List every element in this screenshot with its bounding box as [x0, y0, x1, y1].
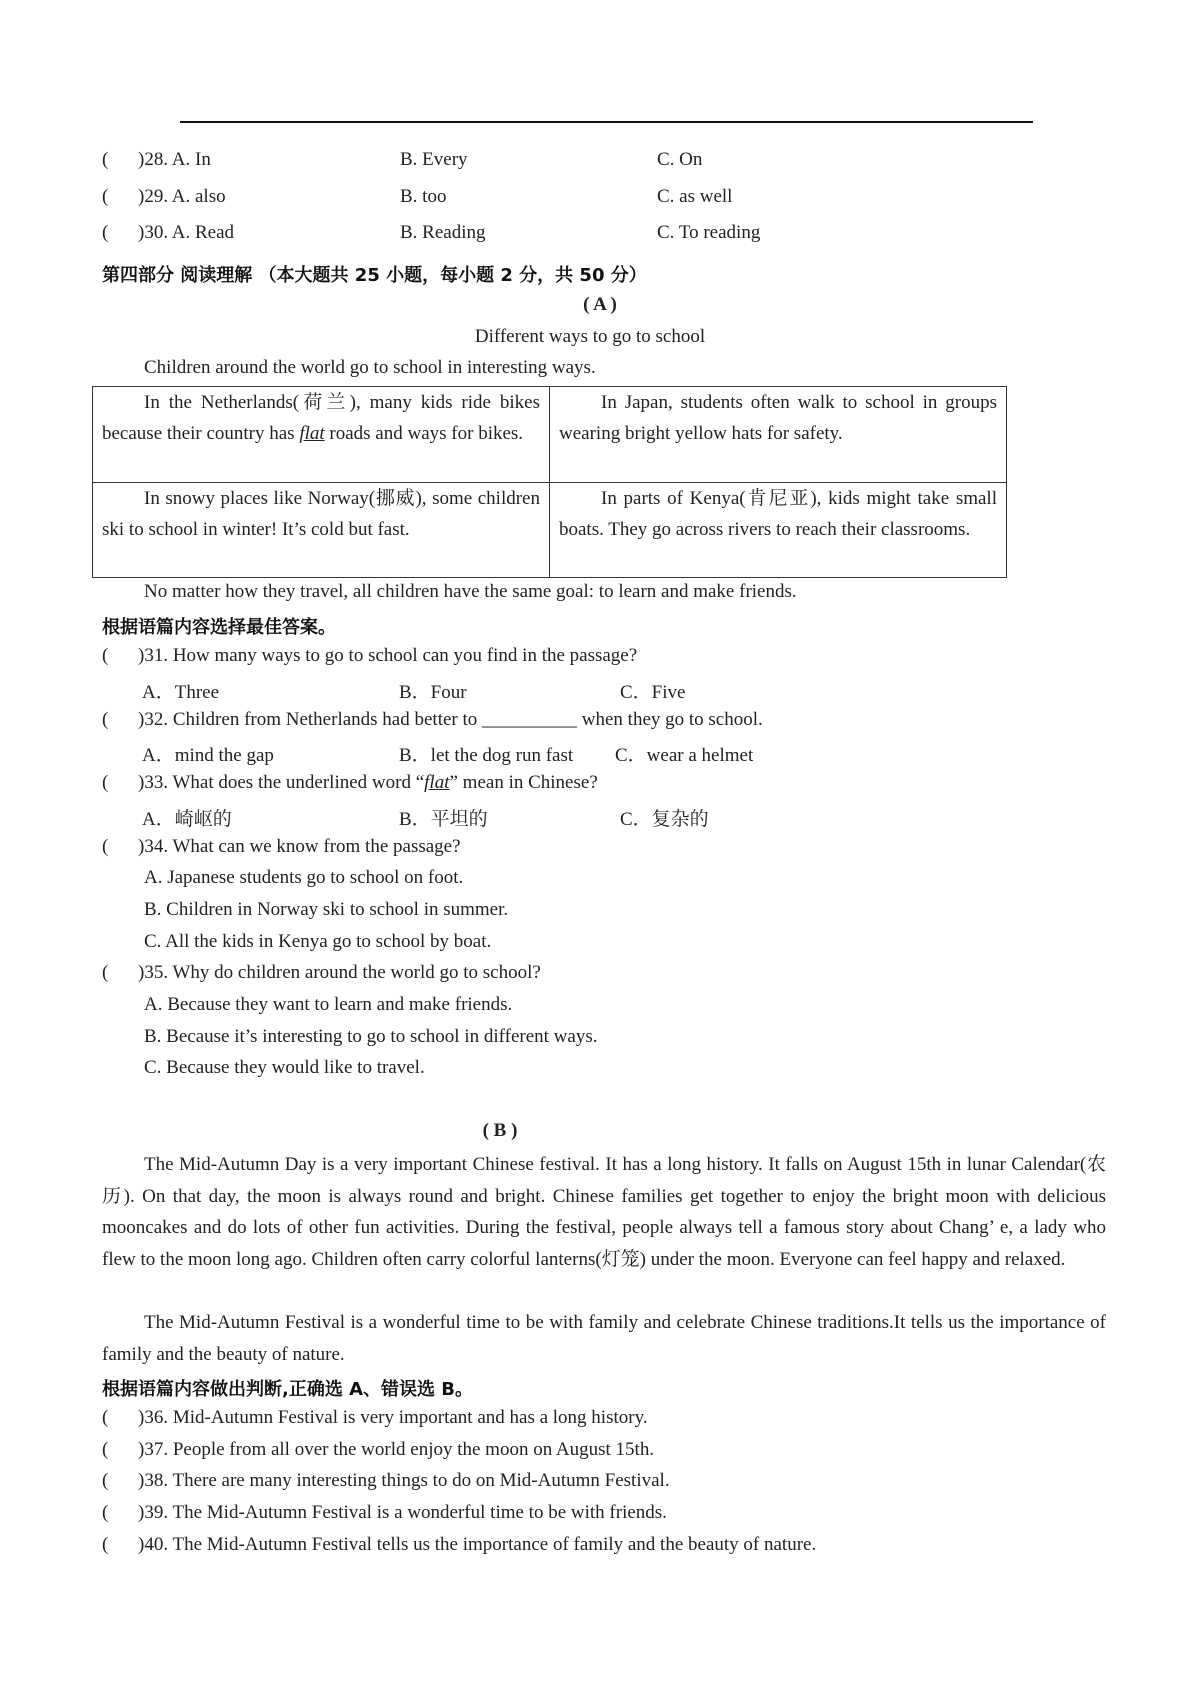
passage-b-instruction: 根据语篇内容做出判断,正确选 A、错误选 B。 [102, 1379, 474, 1400]
option-c: C. as well [657, 186, 733, 207]
underlined-word-flat: flat [424, 772, 450, 793]
answer-paren: ( [102, 222, 109, 243]
option-c: C. On [657, 149, 703, 170]
passage-b-label: ( B ) [482, 1120, 518, 1141]
passage-b-paragraph-2: The Mid-Autumn Festival is a wonderful time to be with family and celebrate Chinese traditions.It tells us the importance of family and the beauty of nature. [102, 1312, 1106, 1365]
question-34-choice-b: B. Children in Norway ski to school in summer. [144, 899, 509, 920]
passage-a-label: ( A ) [583, 294, 617, 315]
option-b: B. Every [400, 149, 468, 170]
header-rule [180, 121, 1033, 123]
table-cell-norway: In snowy places like Norway(挪威), some children ski to school in winter! It’s cold but fast. [102, 488, 540, 540]
options-row-30 [102, 222, 1102, 250]
question-34-choice-c: C. All the kids in Kenya go to school by boat. [144, 931, 492, 952]
passage-a-intro: Children around the world go to school in interesting ways. [144, 357, 596, 378]
passage-b-paragraph-1: The Mid-Autumn Day is a very important Chinese festival. It has a long history. It falls on August 15th in lunar Calendar(农历). On that day, the moon is always round and bright. Chinese families get together to enjoy the bright moon with delicious mooncakes and do lots of other fun activities. During the festival, people always tell a famous story about Chang’ e, a lady who flew to the moon long ago. Children often carry colorful lanterns(灯笼) under the moon. Everyone can feel happy and relaxed. [102, 1154, 1106, 1270]
options-row-29 [102, 186, 1102, 214]
passage-a-table [92, 386, 1007, 578]
passage-a-instruction: 根据语篇内容选择最佳答案。 [102, 617, 336, 638]
question-34-choice-a: A. Japanese students go to school on foot. [144, 867, 464, 888]
passage-a-title: Different ways to go to school [474, 326, 706, 347]
answer-paren: ( [102, 186, 109, 207]
option-a: )29. A. also [138, 186, 226, 207]
question-35-choice-b: B. Because it’s interesting to go to school in different ways. [144, 1026, 598, 1047]
section-title: 第四部分 阅读理解 （本大题共 25 小题，每小题 2 分，共 50 分） [102, 265, 647, 286]
exam-page: ( )28. A. In B. Every C. On ( )29. A. also B. too C. as well ( )30. A. Read B. Reading C. To reading 第四部分 阅读理解 （本大题共 25 小题，每小题 2 分，共 50 分） ( A ) Different ways to go to school Children around the world go to school in interesting ways. In the Netherlands(荷兰), many kids ride bikes because their country has flat roads and ways for bikes. In Japan, students often walk to school in groups wearing bright yellow hats for safety. In snowy places like Norway(挪威), some children ski to school in winter! It’s cold but fast. In parts of Kenya(肯尼亚), kids might take small boats. They go across rivers to reach their classrooms. No matter how they travel, all children have the same goal: to learn and make friends. 根据语篇内容选择最佳答案。 ( )31. How many ways to go to school can you find in the passage? A．Three B．Four C．Five ( )32. Children from Netherlands had better to __________ when they go to school. A．mind the gap B．let the dog run fast C．wear a helmet ( )33. What does the underlined word “flat” mean in Chinese? A．崎岖的 B．平坦的 C．复杂的 ( )34. What can we know from the passage? A. Japanese students go to school on foot. B. Children in Norway ski to school in summer. C. All the kids in Kenya go to school by boat. ( )35. Why do children around the world go to school? A. Because they want to learn and make friends. B. Because it’s interesting to go to school in different ways. C. Because they would like to travel. ( B ) The Mid-Autumn Day is a very important Chinese festival. It has a long history. It falls on August 15th in lunar Calendar(农历). On that day, the moon is always round and bright. Chinese families get together to enjoy the bright moon with delicious mooncakes and do lots of other fun activities. During the festival, people always tell a famous story about Chang’ e, a lady who flew to the moon long ago. Children often carry colorful lanterns(灯笼) under the moon. Everyone can feel happy and relaxed. The Mid-Autumn Festival is a wonderful time to be with family and celebrate Chinese traditions.It tells us the importance of family and the beauty of nature. 根据语篇内容做出判断,正确选 A、错误选 B。 ( )36. Mid-Autumn Festival is very important and has a long history. ( )37. People from all over the world enjoy the moon on August 15th. ( )38. There are many interesting things to do on Mid-Autumn Festival. ( )39. The Mid-Autumn Festival is a wonderful time to be with friends. ( )40. The Mid-Autumn Festival tells us the importance of family and the beauty of nature. [0, 0, 1200, 1697]
option-a: )30. A. Read [138, 222, 235, 243]
question-35-choice-a: A. Because they want to learn and make friends. [144, 994, 513, 1015]
answer-paren: ( [102, 149, 109, 170]
option-a: )28. A. In [138, 149, 211, 170]
option-c: C. To reading [657, 222, 761, 243]
table-cell-netherlands: In the Netherlands(荷兰), many kids ride bikes because their country has flat roads and ways for bikes. [102, 392, 540, 444]
options-row-28 [102, 149, 1102, 177]
table-cell-kenya: In parts of Kenya(肯尼亚), kids might take small boats. They go across rivers to reach their classrooms. [559, 488, 997, 540]
option-b: B. too [400, 186, 447, 207]
underlined-word-flat: flat [299, 423, 325, 444]
question-35-choice-c: C. Because they would like to travel. [144, 1057, 425, 1078]
option-b: B. Reading [400, 222, 486, 243]
passage-a-outro: No matter how they travel, all children have the same goal: to learn and make friends. [144, 581, 797, 602]
table-cell-japan: In Japan, students often walk to school in groups wearing bright yellow hats for safety. [559, 392, 997, 444]
